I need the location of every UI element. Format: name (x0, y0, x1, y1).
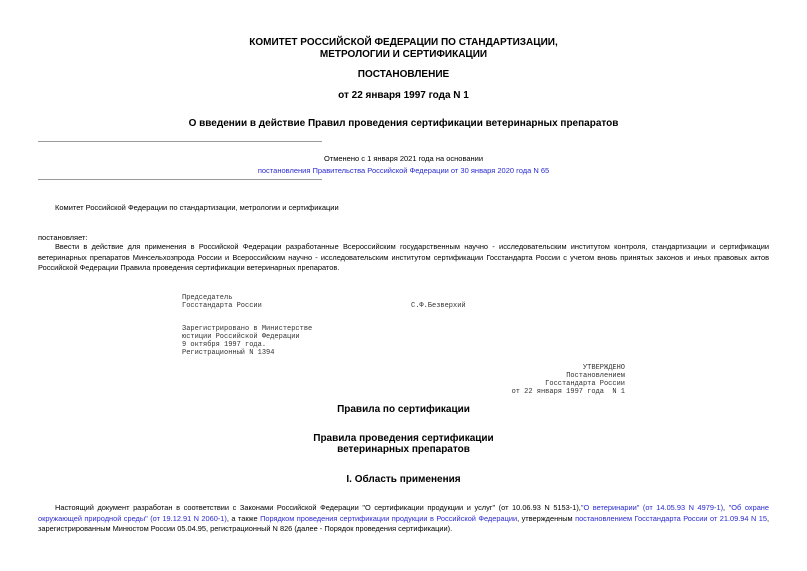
committee-title-line1: КОМИТЕТ РОССИЙСКОЙ ФЕДЕРАЦИИ ПО СТАНДАРТИЗАЦИИ, (249, 37, 558, 48)
certification-procedure-link[interactable]: Порядком проведения сертификации продукции в Российской Федерации (260, 513, 518, 523)
section-heading: I. Область применения (346, 474, 461, 485)
cancel-basis-link[interactable]: постановления Правительства Российской Федерации от 30 января 2020 года N 65 (257, 166, 550, 175)
committee-title-line2: МЕТРОЛОГИИ И СЕРТИФИКАЦИИ (319, 49, 488, 60)
intro-paragraph (38, 503, 769, 535)
decree-label: постановляет: (38, 233, 88, 242)
intro-text-1: Настоящий документ разработан в соответствии с Законами Российской Федерации "О сертификации продукции и услуг" (от 10.06.93 N 5153-1), (55, 503, 581, 512)
approval-line-2: Постановлением (566, 372, 625, 380)
divider-top (38, 141, 322, 142)
approval-line-4: от 22 января 1997 года N 1 (511, 388, 625, 396)
cancel-note: Отменено с 1 января 2021 года на основании (323, 154, 484, 163)
rules-subtitle-1: Правила проведения сертификации (313, 433, 494, 444)
registration-line-1: Зарегистрировано в Министерстве (182, 325, 313, 333)
approval-line-1: УТВЕРЖДЕНО (582, 364, 625, 372)
gosstandart-decree-link[interactable]: постановлением Госстандарта России от 21.09.94 N 15 (575, 513, 767, 523)
law-veterinary-link[interactable]: "О ветеринарии" (от 14.05.93 N 4979-1) (580, 503, 724, 512)
document-subject: О введении в действие Правил проведения сертификации ветеринарных препаратов (188, 118, 619, 129)
rules-subtitle-2: ветеринарных препаратов (337, 444, 470, 455)
intro-text-4: , утвержденным (517, 513, 576, 523)
registration-line-4: Регистрационный N 1394 (182, 349, 275, 357)
intro-text-3: , а также (226, 513, 261, 523)
document-date: от 22 января 1997 года N 1 (338, 90, 469, 101)
document-type: ПОСТАНОВЛЕНИЕ (357, 69, 450, 80)
rules-title: Правила по сертификации (337, 404, 470, 415)
registration-line-3: 9 октября 1997 года. (182, 341, 267, 349)
signature-name: С.Ф.Безверхий (411, 302, 466, 310)
law-environment-link[interactable]: "Об охране окружающей природной среды" (от 19.12.91 N 2060-1) (38, 503, 769, 523)
registration-line-2: юстиции Российской Федерации (182, 333, 300, 341)
divider-bottom (38, 179, 322, 180)
intro-text-2: , (723, 503, 729, 512)
signature-position-1: Председатель (182, 294, 233, 302)
committee-name: Комитет Российской Федерации по стандартизации, метрологии и сертификации (55, 203, 339, 212)
approval-line-3: Госстандарта России (545, 380, 625, 388)
intro-text-5: , зарегистрированным Минюстом России 05.04.95, регистрационный N 826 (далее - Порядок проведения сертификации). (38, 513, 770, 533)
decree-body: Ввести в действие для применения в Российской Федерации разработанные Всероссийским государственным научно - исследовательским институтом контроля, стандартизации и сертификации ветеринарных препаратов Минсельхозпрода России и Всероссийским научно - исследовательским институтом сертификации Госстандарта России с учетом вновь принятых законов и иных правовых актов Российской Федерации Правила проведения сертификации ветеринарных препаратов. (38, 242, 769, 272)
signature-position-2: Госстандарта России (182, 302, 262, 310)
